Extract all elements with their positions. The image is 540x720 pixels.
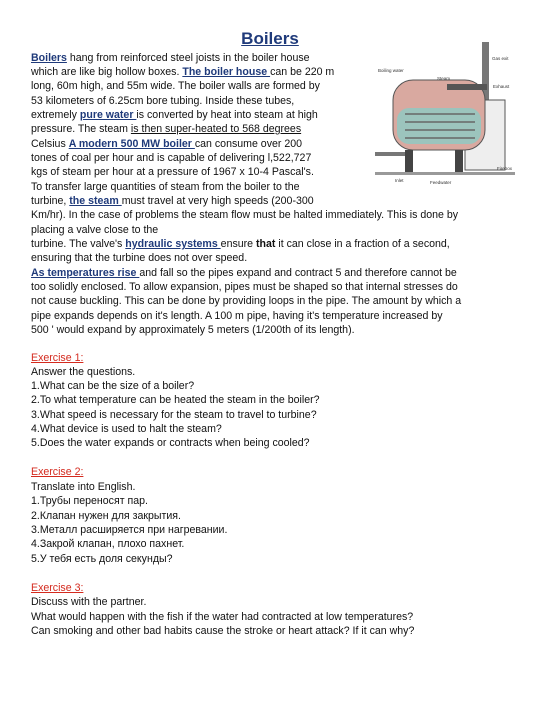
text-line: too solidly enclosed. To allow expansion, pipes must be shaped so that internal stresses do (31, 281, 458, 293)
text-line: long, 60m high, and 55m wide. The boiler walls are formed by (31, 80, 320, 92)
text-span: Exercise 1: (31, 352, 84, 364)
exercise-1-question: 4.What device is used to halt the steam? (31, 423, 222, 435)
keyword-the-steam: the steam (69, 195, 122, 207)
text-line (31, 237, 450, 251)
text-line (31, 51, 310, 65)
text-span: extremely (31, 109, 80, 121)
support-right (455, 150, 463, 172)
exercise-1-question: 2.To what temperature can be heated the steam in the boiler? (31, 394, 320, 406)
text-line: Km/hr). In the case of problems the steam flow must be halted immediately. This is done by (31, 209, 459, 221)
exercise-2-item: 3.Металл расширяется при нагревании. (31, 524, 228, 536)
label-exhaust: Exhaust (493, 84, 510, 89)
text-span: turbine. The valve's (31, 238, 126, 250)
text-span: can consume over 200 (194, 138, 303, 150)
exercise-1-intro: Answer the questions. (31, 366, 136, 378)
label-firebox: Firebox (497, 166, 513, 171)
text-span: it can close in a fraction of a second, (275, 238, 450, 250)
text-span: Celsius (31, 138, 69, 150)
keyword-hydraulic-systems: hydraulic systems (125, 238, 221, 250)
exercise-1-question: 1.What can be the size of a boiler? (31, 380, 195, 392)
text-line: To transfer large quantities of steam from the boiler to the (31, 181, 300, 193)
exercise-2-intro: Translate into English. (31, 481, 136, 493)
text-span: hang from reinforced steel joists in the boiler house (66, 52, 310, 64)
text-line: placing a valve close to the (31, 224, 159, 236)
text-span: and fall so the pipes expand and contract 5 and therefore cannot be (139, 267, 457, 279)
exercise-2-heading (31, 465, 83, 479)
exercise-3-intro: Discuss with the partner. (31, 596, 147, 608)
exercise-2-item: 4.Закрой клапан, плохо пахнет. (31, 538, 185, 550)
text-line (31, 137, 302, 151)
exercise-3-heading (31, 581, 83, 595)
text-span: turbine, (31, 195, 70, 207)
exercise-1-question: 5.Does the water expands or contracts when being cooled? (31, 437, 310, 449)
keyword-boiler-house: The boiler house (182, 66, 271, 78)
page-title: Boilers (241, 29, 299, 48)
exercise-2-item: 1.Трубы переносят пар. (31, 495, 148, 507)
label-boiling-water: Boiling water (378, 68, 404, 73)
ground (375, 172, 515, 175)
text-line (31, 65, 334, 79)
steam-pipe (447, 84, 487, 90)
keyword-modern-boiler: A modern 500 MW boiler (68, 138, 195, 150)
text-line (31, 122, 301, 136)
text-span: can be 220 m (270, 66, 335, 78)
text-span: which are like big hollow boxes. (31, 66, 183, 78)
label-feedwater: Feedwater (430, 180, 452, 185)
text-span: must travel at very high speeds (200-300 (121, 195, 314, 207)
text-span: Exercise 2: (31, 466, 84, 478)
boiler-diagram (375, 40, 527, 192)
label-exit: Gas exit (492, 56, 509, 61)
text-span: ensure (220, 238, 257, 250)
text-line (31, 266, 457, 280)
text-span: Exercise 3: (31, 582, 84, 594)
support-left (405, 150, 413, 172)
label-inlet: Inlet (395, 178, 404, 183)
keyword-pure-water: pure water (79, 109, 137, 121)
text-line (31, 194, 314, 208)
inlet-pipe (375, 152, 405, 156)
text-line: 53 kilometers of 6.25cm bore tubing. Inside these tubes, (31, 95, 295, 107)
text-line: pipe expands depends on it's length. A 100 m pipe, having it's temperature increased by (31, 310, 443, 322)
exercise-1-question: 3.What speed is necessary for the steam to travel to turbine? (31, 409, 317, 421)
text-line: kgs of steam per hour at a pressure of 1967 x 10-4 Pascal's. (31, 166, 314, 178)
exercise-3-item: Can smoking and other bad habits cause the stroke or heart attack? If it can why? (31, 625, 415, 637)
keyword-temperatures-rise: As temperatures rise (31, 267, 140, 279)
text-span: that (256, 238, 276, 250)
keyword-boilers: Boilers (31, 52, 67, 64)
text-span: is converted by heat into steam at high (136, 109, 318, 121)
text-span: is then super-heated to 568 degrees (130, 123, 302, 135)
text-span: pressure. The steam (31, 123, 131, 135)
exercise-3-item: What would happen with the fish if the water had contracted at low temperatures? (31, 611, 414, 623)
text-line: ensuring that the turbine does not over speed. (31, 252, 248, 264)
text-line: not cause buckling. This can be done by providing loops in the pipe. The amount by which a (31, 295, 462, 307)
text-line (31, 108, 318, 122)
exercise-1-heading (31, 351, 83, 365)
label-steam: Steam (437, 76, 451, 81)
exercise-2-item: 5.У тебя есть доля секунды? (31, 553, 173, 565)
text-line: tones of coal per hour and is capable of delivering l,522,727 (31, 152, 312, 164)
text-line: 500 ' would expand by approximately 5 meters (1/200th of its length). (31, 324, 355, 336)
exercise-2-item: 2.Клапан нужен для закрытия. (31, 510, 181, 522)
